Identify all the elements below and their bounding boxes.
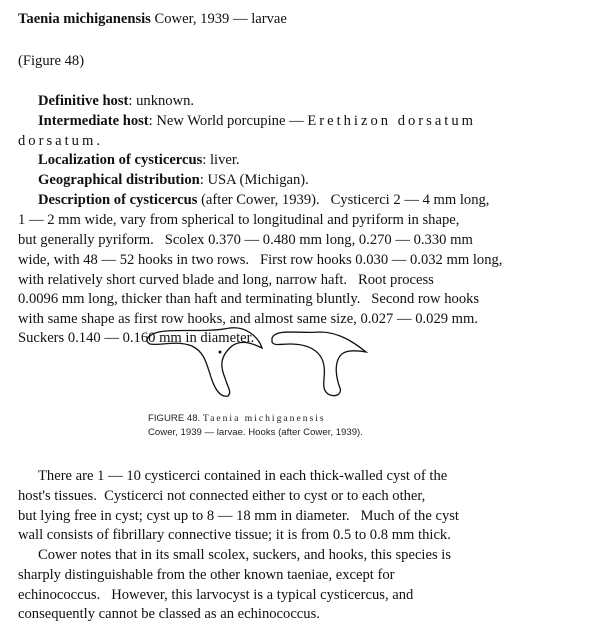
field-value: : unknown. [128, 93, 195, 109]
paragraph-line: Cower notes that in its small scolex, suckers, and hooks, this species is [38, 547, 452, 563]
description-line: but generally pyriform. Scolex 0.370 — 0.480 mm long, 0.270 — 0.330 mm [18, 232, 473, 248]
figure-reference: (Figure 48) [18, 53, 85, 69]
paragraph-line: wall consists of fibrillary connective tissue; it is from 0.5 to 0.8 mm thick. [18, 527, 451, 543]
description-line: with same shape as first row hooks, and almost same size, 0.027 — 0.029 mm. [18, 311, 479, 327]
field-value: (after Cower, 1939). Cysticerci 2 — 4 mm long, [197, 192, 490, 208]
definitive-host [38, 92, 194, 110]
hooks-illustration [140, 322, 380, 402]
paragraph-line: but lying free in cyst; cyst up to 8 — 18 mm in diameter. Much of the cyst [18, 508, 459, 524]
field-label: Definitive host [38, 93, 129, 109]
field-label: Intermediate host [38, 113, 149, 129]
paragraph-line: host's tissues. Cysticerci not connected either to cyst or to each other, [18, 488, 426, 504]
description-line: wide, with 48 — 52 hooks in two rows. First row hooks 0.030 — 0.032 mm long, [18, 252, 503, 268]
field-label: Geographical distribution [38, 172, 200, 188]
intermediate-host [38, 112, 476, 130]
description-line: 1 — 2 mm wide, vary from spherical to longitudinal and pyriform in shape, [18, 212, 460, 228]
field-label: Localization of cysticercus [38, 152, 203, 168]
second-row-hook [272, 332, 366, 396]
first-row-hook [147, 328, 262, 397]
description-line: with relatively short curved blade and long, narrow haft. Root process [18, 272, 434, 288]
field-value: : New World porcupine — [148, 113, 308, 129]
field-value: : liver. [202, 152, 240, 168]
description-line: 0.0096 mm long, thicker than haft and terminating bluntly. Second row hooks [18, 291, 480, 307]
field-value: : USA (Michigan). [199, 172, 309, 188]
paragraph-line: There are 1 — 10 cysticerci contained in each thick-walled cyst of the [38, 468, 448, 484]
geographical-distribution [38, 171, 309, 189]
paragraph-line: sharply distinguishable from the other known taeniae, except for [18, 567, 395, 583]
species-name: Taenia michiganensis [18, 11, 151, 27]
species-spaced: Erethizon dorsatum [307, 113, 477, 129]
description-line: Suckers 0.140 — 0.160 mm in diameter. [18, 330, 255, 346]
paragraph-line: consequently cannot be classed as an echinococcus. [18, 606, 320, 622]
figure-caption-line1 [148, 412, 326, 425]
paragraph-line: echinococcus. However, this larvocyst is a typical cysticercus, and [18, 587, 414, 603]
caption-prefix: FIGURE 48. [148, 413, 201, 424]
field-label: Description of cysticercus [38, 192, 198, 208]
intermediate-host-cont: dorsatum. [18, 133, 103, 149]
page-title [18, 10, 287, 28]
localization [38, 151, 240, 169]
title-author: Cower, 1939 — larvae [154, 11, 287, 27]
description [38, 191, 489, 209]
figure-caption-line2: Cower, 1939 — larvae. Hooks (after Cower, 1939). [148, 427, 363, 438]
caption-species: Taenia michiganensis [202, 413, 326, 424]
